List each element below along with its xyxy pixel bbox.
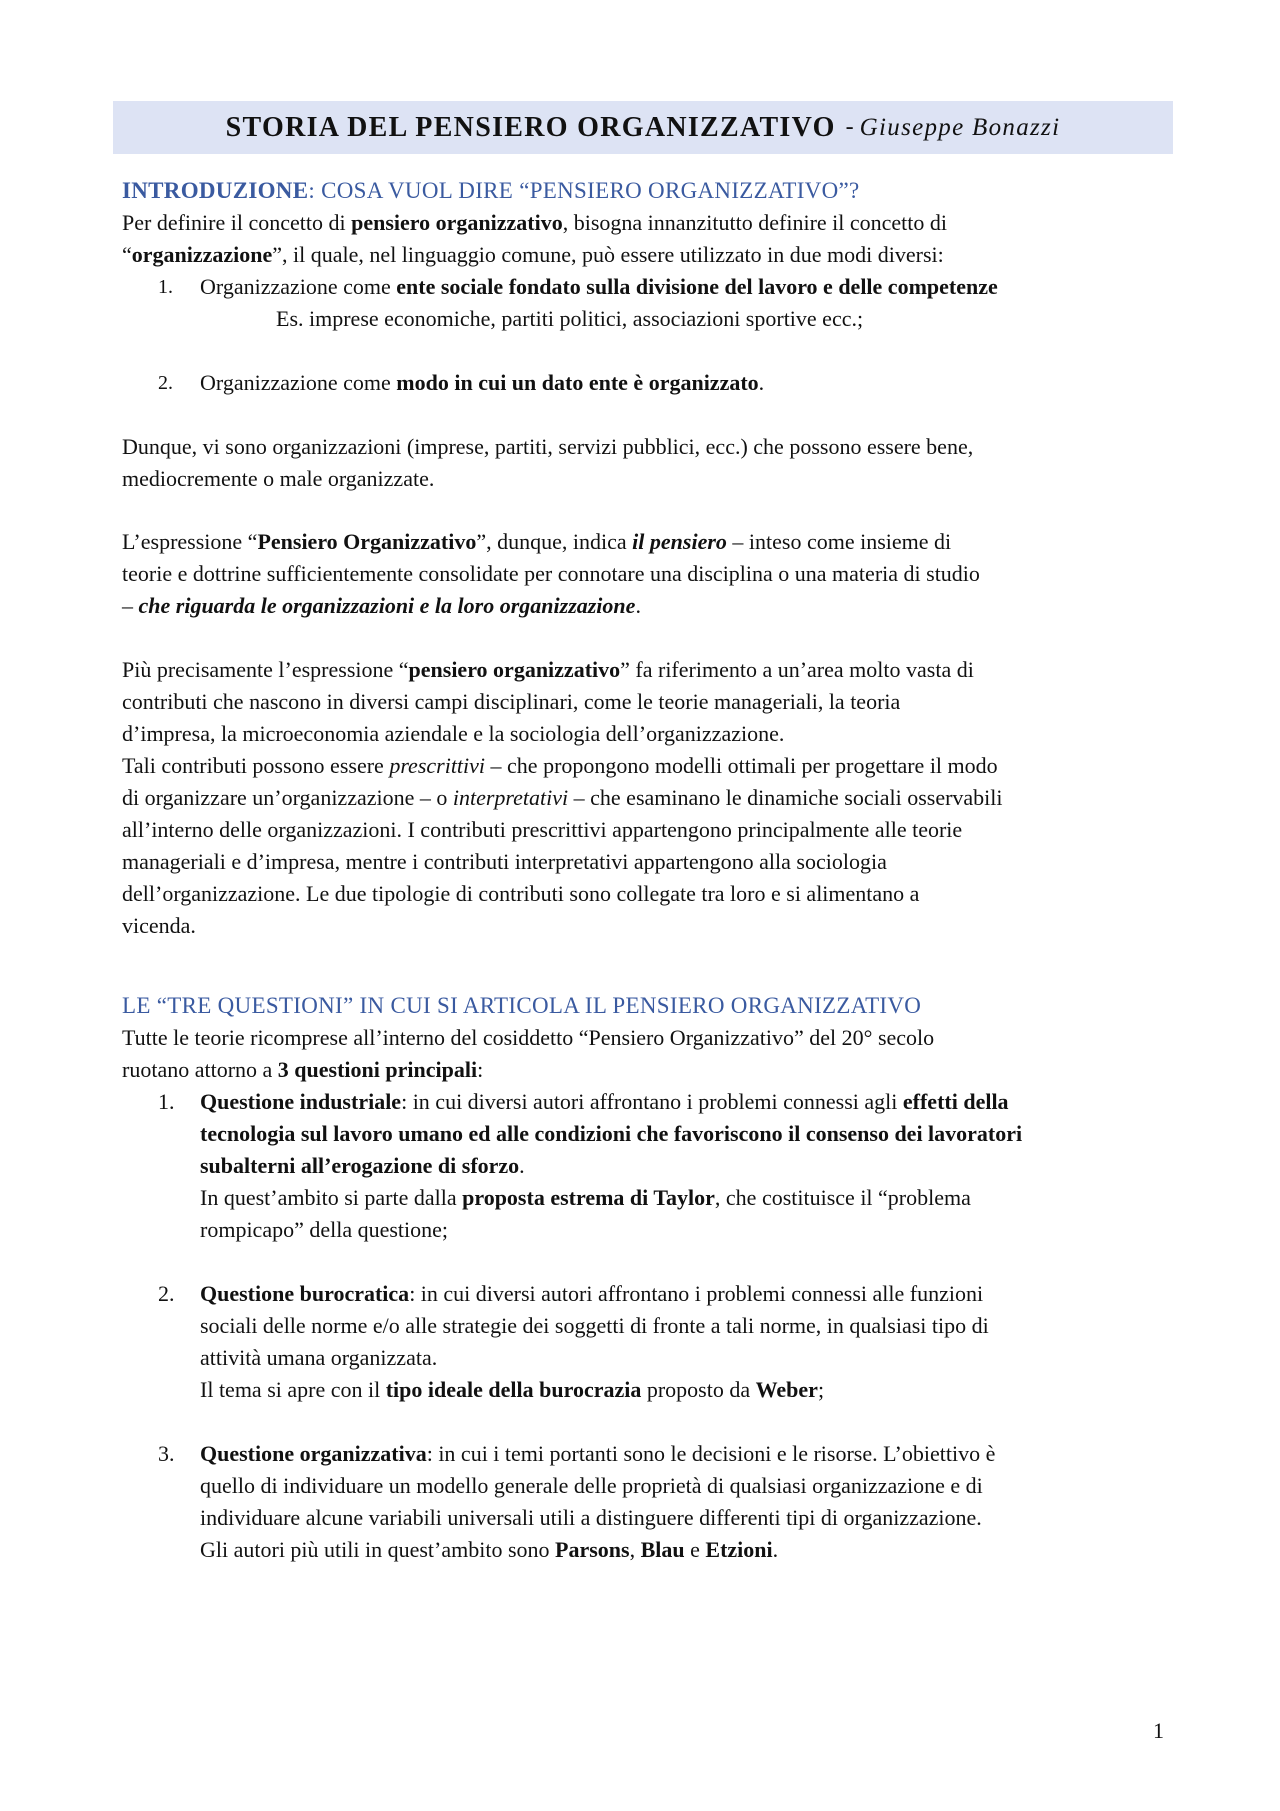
text-run-bold: Questione industriale [200,1089,402,1114]
list-item [200,367,764,399]
text-run: . [758,370,765,395]
text-run: Tali contributi possono essere [122,753,390,778]
intro-paragraph-line [122,239,944,271]
list-item-line [200,1118,1022,1150]
text-run: – che esaminano le dinamiche sociali osservabili [568,785,1003,810]
intro-heading [122,175,860,207]
list-number: 2. [158,372,173,394]
text-run: : in cui diversi autori affrontano i problemi connessi agli [401,1089,903,1114]
text-run: , [629,1537,641,1562]
text-run-bold: Questione burocratica [200,1281,410,1306]
text-run: Il tema si apre con il [200,1377,386,1402]
intro-heading-bold: INTRODUZIONE [122,178,309,203]
text-run: . [519,1153,525,1178]
list-item-line [200,1374,824,1406]
text-run: e [684,1537,706,1562]
paragraph-line: Tutte le teorie ricomprese all’interno del cosiddetto “Pensiero Organizzativo” del 20° secolo [122,1025,935,1050]
text-run: : in cui i temi portanti sono le decisioni e le risorse. L’obiettivo è [426,1441,996,1466]
text-run-bold: tipo ideale della burocrazia [385,1377,642,1402]
paragraph-line [122,654,974,686]
page-number: 1 [1153,1718,1164,1743]
text-run: ”, il quale, nel linguaggio comune, può essere utilizzato in due modi diversi: [272,242,944,267]
text-run: proposto da [641,1377,756,1402]
text-run-bold: Weber [755,1377,818,1402]
list-item-line: individuare alcune variabili universali utili a distinguere differenti tipi di organizzazione. [200,1505,982,1530]
text-run-bold: Etzioni [705,1537,773,1562]
paragraph-line: Dunque, vi sono organizzazioni (imprese, partiti, servizi pubblici, ecc.) che possono essere bene, [122,434,974,459]
paragraph-line [122,590,641,622]
text-run: – inteso come insieme di [726,529,952,554]
text-run-bold: effetti della [902,1089,1009,1114]
text-run-bold: Parsons [555,1537,630,1562]
text-run-bold: pensiero organizzativo [351,210,563,235]
text-run: Più precisamente l’espressione “ [122,657,409,682]
intro-heading-rest: : COSA VUOL DIRE “PENSIERO ORGANIZZATIVO”? [308,178,860,203]
list-item [200,1278,983,1310]
text-run: ; [817,1377,825,1402]
document-title: STORIA DEL PENSIERO ORGANIZZATIVO [225,111,836,143]
text-run-bold: Pensiero Organizzativo [257,529,477,554]
list-number: 1. [158,276,173,298]
paragraph-line: dell’organizzazione. Le due tipologie di contributi sono collegate tra loro e si alimentano a [122,881,920,906]
text-run-bold: modo in cui un dato ente è organizzato [396,370,759,395]
text-run-italic: prescrittivi [389,753,486,778]
list-number: 1. [158,1089,175,1114]
text-run: Organizzazione come [200,370,397,395]
list-item-line: sociali delle norme e/o alle strategie dei soggetti di fronte a tali norme, in qualsiasi tipo di [200,1313,989,1338]
list-item-line: rompicapo” della questione; [200,1217,449,1242]
list-item [200,1086,1009,1118]
questions-heading: LE “TRE QUESTIONI” IN CUI SI ARTICOLA IL PENSIERO ORGANIZZATIVO [122,993,922,1018]
text-run: , che costituisce il “problema [714,1185,971,1210]
list-item-line [200,1150,525,1182]
paragraph-line: teorie e dottrine sufficientemente consolidate per connotare una disciplina o una materia di studio [122,561,980,586]
intro-paragraph-line [122,207,947,239]
list-item-example: Es. imprese economiche, partiti politici, associazioni sportive ecc.; [276,306,864,331]
text-run-bold-italic: che riguarda le organizzazioni e la loro organizzazione [138,593,636,618]
text-run-bold: Questione organizzativa [200,1441,427,1466]
paragraph-line [122,750,998,782]
text-run-bold: proposta estrema di Taylor [462,1185,715,1210]
text-run-bold-italic: il pensiero [632,529,727,554]
text-run: “ [122,242,132,267]
list-item-line [200,1182,971,1214]
text-run-bold: tecnologia sul lavoro umano ed alle condizioni che favoriscono il consenso dei lavoratori [200,1121,1023,1146]
text-run: . [772,1537,779,1562]
paragraph-line: contributi che nascono in diversi campi disciplinari, come le teorie manageriali, la teoria [122,689,901,714]
paragraph-line: vicenda. [122,913,196,938]
text-run: ” fa riferimento a un’area molto vasta di [620,657,974,682]
text-run: : [477,1057,484,1082]
text-run: , bisogna innanzitutto definire il concetto di [562,210,948,235]
paragraph-line [122,782,1003,814]
text-run: : in cui diversi autori affrontano i problemi connessi alle funzioni [409,1281,984,1306]
text-run-bold: Blau [640,1537,685,1562]
paragraph-line [122,1054,483,1086]
text-run-bold: subalterni all’erogazione di sforzo [200,1153,520,1178]
list-item [200,1438,995,1470]
text-run: Per definire il concetto di [122,210,352,235]
list-number: 2. [158,1281,175,1306]
text-run: di organizzare un’organizzazione – o [122,785,453,810]
text-run-bold: 3 questioni principali [277,1057,478,1082]
text-run-bold: organizzazione [131,242,273,267]
text-run: – che propongono modelli ottimali per progettare il modo [485,753,998,778]
paragraph-line: d’impresa, la microeconomia aziendale e la sociologia dell’organizzazione. [122,721,785,746]
text-run: L’espressione “ [122,529,258,554]
list-item-line [200,1534,778,1566]
text-run: . [635,593,641,618]
list-number: 3. [158,1441,175,1466]
list-item-line: attività umana organizzata. [200,1345,438,1370]
title-band [113,101,1173,154]
text-run-bold: pensiero organizzativo [408,657,621,682]
list-item [200,271,998,303]
text-run: – [122,593,139,618]
title-separator: - [845,114,854,140]
document-author: Giuseppe Bonazzi [859,113,1061,141]
paragraph-line: manageriali e d’impresa, mentre i contributi interpretativi appartengono alla sociologia [122,849,887,874]
text-run: Organizzazione come [200,274,397,299]
text-run-bold: ente sociale fondato sulla divisione del lavoro e delle competenze [396,274,998,299]
paragraph-line: mediocremente o male organizzate. [122,466,435,491]
paragraph-line [122,526,951,558]
text-run: In quest’ambito si parte dalla [200,1185,463,1210]
list-item-line: quello di individuare un modello generale delle proprietà di qualsiasi organizzazione e di [200,1473,983,1498]
paragraph-line: all’interno delle organizzazioni. I contributi prescrittivi appartengono principalmente alle teorie [122,817,963,842]
text-run-italic: interpretativi [452,785,569,810]
text-run: ruotano attorno a [122,1057,278,1082]
text-run: ”, dunque, indica [476,529,633,554]
text-run: Gli autori più utili in quest’ambito sono [200,1537,556,1562]
